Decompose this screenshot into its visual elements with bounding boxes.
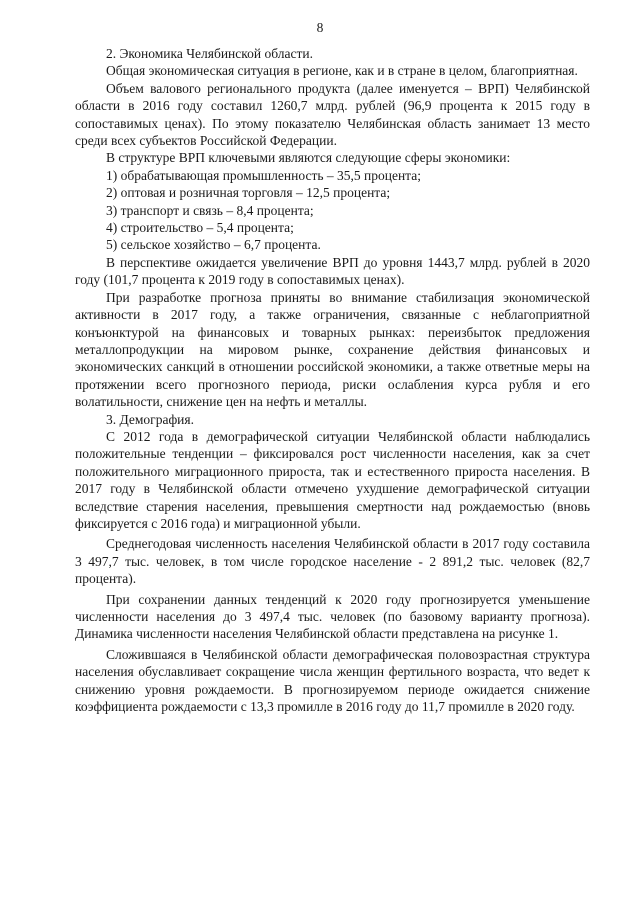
- document-body: [75, 45, 590, 715]
- page-number: 8: [316, 20, 324, 35]
- paragraph-grp-forecast: В перспективе ожидается увеличение ВРП до уровня 1443,7 млрд. рублей в 2020 году (101,7 процента к 2019 году в сопоставимых ценах).: [75, 254, 590, 288]
- paragraph-demographic-trends: С 2012 года в демографической ситуации Челябинской области наблюдались положительные тенденции – фиксировался рост численности населения, как за счет положительного миграционного прироста, так и естественного прироста населения. В 2017 году в Челябинской области отмечено ухудшение демографической ситуации вследствие старения населения, превышения смертности над рождаемостью (вновь фиксируется с 2016 года) и миграционной убыли.: [75, 428, 590, 531]
- section-heading-economy: 2. Экономика Челябинской области.: [106, 46, 313, 61]
- list-item: 5) сельское хозяйство – 6,7 процента.: [106, 237, 321, 253]
- grp-structure-list: [75, 167, 590, 254]
- list-item: 4) строительство – 5,4 процента;: [106, 220, 294, 236]
- section-heading-demography: 3. Демография.: [106, 411, 194, 427]
- section-demography: [75, 411, 590, 716]
- paragraph-grp-volume: Объем валового регионального продукта (далее именуется – ВРП) Челябинской области в 2016 году составил 1260,7 млрд. рублей (96,9 процента к 2015 году в сопоставимых ценах). По этому показателю Челябинская область занимает 13 место среди всех субъектов Российской Федерации.: [75, 80, 590, 149]
- list-item: 2) оптовая и розничная торговля – 12,5 процента;: [106, 185, 391, 201]
- list-item: 3) транспорт и связь – 8,4 процента;: [106, 202, 314, 218]
- list-item: 1) обрабатывающая промышленность – 35,5 процента;: [106, 167, 421, 183]
- paragraph-population-forecast: При сохранении данных тенденций к 2020 году прогнозируется уменьшение численности населения до 3 497,4 тыс. человек (по базовому варианту прогноза). Динамика численности населения Челябинской области представлена на рисунке 1.: [75, 591, 590, 642]
- paragraph-forecast-factors: При разработке прогноза приняты во внимание стабилизация экономической активности в 2017 году, а также ограничения, связанные с неблагоприятной конъюнктурой на финансовых и товарных рынках: переизбыток предложения металлопродукции на мировом рынке, сохранение действия финансовых и экономических санкций в отношении российской экономики, а также ответные меры на протяжении всего прогнозного периода, риски ослабления курса рубля и его волатильности, снижение цен на нефть и металлы.: [75, 289, 590, 410]
- paragraph-birth-rate: Сложившаяся в Челябинской области демографическая половозрастная структура населения обуславливает сокращение числа женщин фертильного возраста, что ведет к снижению уровня рождаемости. В прогнозируемом периоде ожидается снижение коэффициента рождаемости с 13,3 промилле в 2016 году до 11,7 промилле в 2020 году.: [75, 646, 590, 715]
- paragraph-economy-situation: Общая экономическая ситуация в регионе, как и в стране в целом, благоприятная.: [106, 63, 578, 79]
- paragraph-grp-structure-intro: В структуре ВРП ключевыми являются следующие сферы экономики:: [106, 150, 511, 166]
- section-economy: [75, 45, 590, 411]
- paragraph-population-2017: Среднегодовая численность населения Челябинской области в 2017 году составила 3 497,7 тыс. человек, в том числе городское население - 2 891,2 тыс. человек (82,7 процента).: [75, 536, 590, 587]
